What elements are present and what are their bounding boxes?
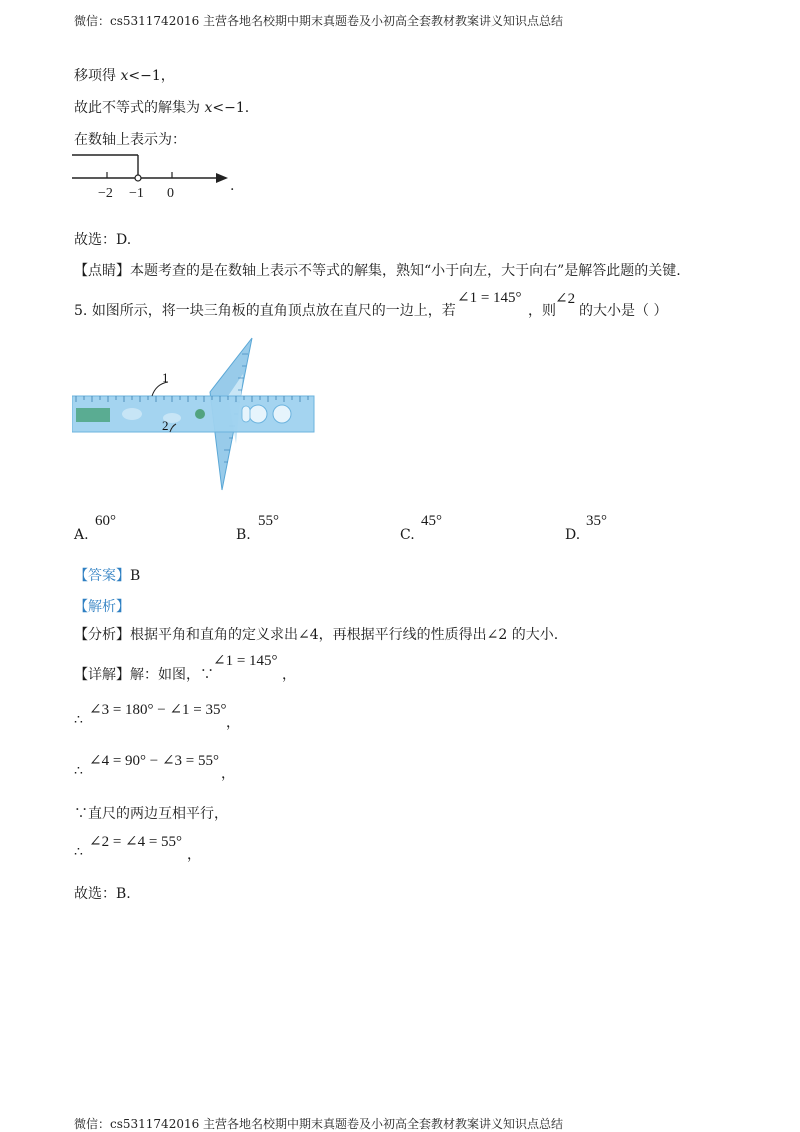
page-header: 微信：cs5311742016 主营各地名校期中期末真题卷及小初高全套教材教案讲义知识点总结 bbox=[74, 14, 564, 28]
answer-value: B bbox=[130, 568, 141, 584]
ruler-slot bbox=[242, 406, 250, 422]
open-circle-icon bbox=[135, 175, 141, 181]
step1-comma: ， bbox=[226, 715, 240, 731]
angle1-label: 1 bbox=[162, 370, 169, 385]
step2-therefore: ∴ bbox=[74, 763, 83, 779]
prev-choice: 故选：D. bbox=[74, 232, 132, 248]
solution-line-2 bbox=[74, 97, 249, 117]
solution-line-3: 在数轴上表示为： bbox=[74, 132, 186, 148]
step4-therefore: ∴ bbox=[74, 844, 83, 860]
ruler-hole bbox=[273, 405, 291, 423]
angle2-label: 2 bbox=[162, 418, 169, 433]
solution-line-1 bbox=[74, 65, 175, 85]
question-5-stem bbox=[74, 300, 456, 320]
step4-comma: ， bbox=[187, 847, 201, 863]
step3-parallel: ∵直尺的两边互相平行， bbox=[74, 806, 228, 822]
answer-tag: 【答案】 bbox=[74, 568, 130, 584]
step4-math: ∠2 = ∠4 = 55° bbox=[89, 834, 183, 850]
question-text-2: ，则 bbox=[528, 303, 556, 319]
step1-therefore: ∴ bbox=[74, 712, 83, 728]
tick-label-minus-2: −2 bbox=[98, 186, 113, 201]
final-choice: 故选：B. bbox=[74, 886, 131, 902]
question-number: 5. bbox=[74, 303, 88, 319]
ruler-triangle-figure bbox=[72, 334, 316, 494]
number-line-period: . bbox=[230, 178, 235, 194]
line2-suffix: <−1. bbox=[212, 100, 250, 116]
option-b-letter: B. bbox=[236, 527, 251, 543]
question-text-1: 如图所示，将一块三角板的直角顶点放在直尺的一边上，若 bbox=[91, 303, 456, 319]
line1-var: x bbox=[120, 68, 129, 84]
line2-prefix: 故此不等式的解集为 bbox=[74, 100, 205, 116]
line1-suffix: <−1， bbox=[128, 68, 175, 84]
detail-math: ∠1 = 145° bbox=[213, 653, 278, 669]
detail-prefix: 【详解】解：如图，∵ bbox=[74, 667, 214, 683]
ruler-leaf bbox=[195, 409, 205, 419]
step2-math: ∠4 = 90° − ∠3 = 55° bbox=[89, 753, 220, 769]
step2-comma: ， bbox=[221, 766, 235, 782]
analysis-tag: 【解析】 bbox=[74, 599, 130, 615]
option-c-letter: C. bbox=[400, 527, 415, 543]
analysis-fenxi: 【分析】根据平角和直角的定义求出∠4，再根据平行线的性质得出∠2 的大小. bbox=[74, 627, 559, 643]
option-d-value: 35° bbox=[586, 513, 607, 529]
tick-label-zero: 0 bbox=[167, 186, 174, 201]
option-d-letter: D. bbox=[565, 527, 581, 543]
option-a-letter: A. bbox=[74, 527, 89, 543]
prev-comment: 【点睛】本题考查的是在数轴上表示不等式的解集，熟知“小于向左，大于向右”是解答此题的关键. bbox=[74, 263, 681, 279]
answer-line bbox=[74, 565, 140, 585]
ruler-hole bbox=[249, 405, 267, 423]
line2-var: x bbox=[204, 100, 213, 116]
page-footer: 微信：cs5311742016 主营各地名校期中期末真题卷及小初高全套教材教案讲义知识点总结 bbox=[74, 1117, 564, 1131]
number-line-figure bbox=[70, 150, 240, 202]
question-angle1: ∠1 = 145° bbox=[457, 290, 522, 306]
ruler-cloud bbox=[122, 408, 142, 420]
question-text-3: 的大小是（ ） bbox=[579, 303, 668, 319]
step1-math: ∠3 = 180° − ∠1 = 35° bbox=[89, 702, 227, 718]
line1-prefix: 移项得 bbox=[74, 68, 121, 84]
tick-label-minus-1: −1 bbox=[129, 186, 144, 201]
option-a-value: 60° bbox=[95, 513, 116, 529]
ruler-logo bbox=[76, 408, 110, 422]
detail-comma: ， bbox=[282, 667, 296, 683]
question-angle2: ∠2 bbox=[555, 291, 576, 307]
option-c-value: 45° bbox=[421, 513, 442, 529]
arrow-head-icon bbox=[216, 173, 228, 183]
option-b-value: 55° bbox=[258, 513, 279, 529]
